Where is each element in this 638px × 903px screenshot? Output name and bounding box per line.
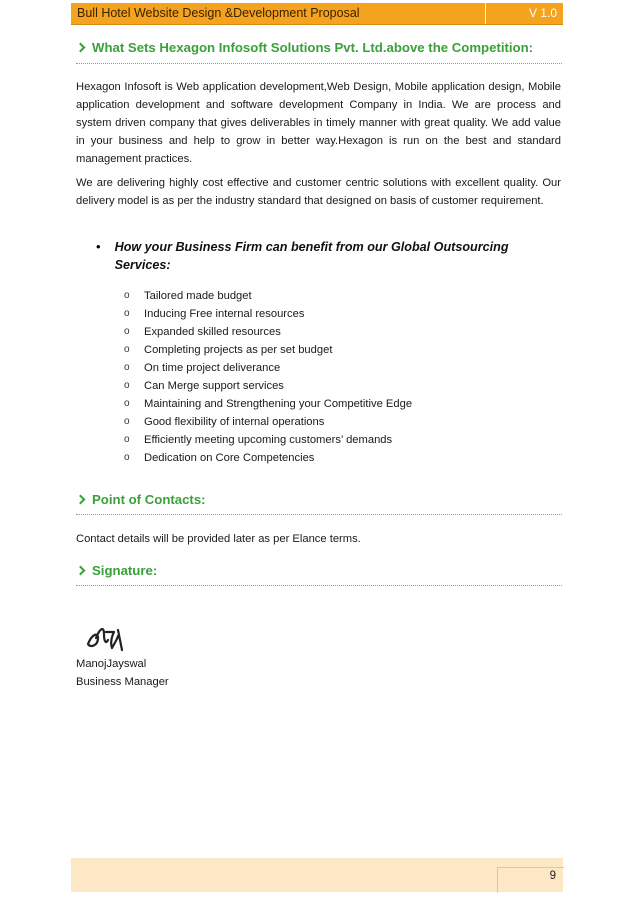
circle-bullet-icon: o (124, 290, 130, 301)
circle-bullet-icon: o (124, 326, 130, 337)
chevron-right-icon (76, 43, 86, 53)
list-item (124, 413, 412, 431)
list-item (124, 305, 412, 323)
list-item-text: Good flexibility of internal operations (144, 416, 325, 428)
list-item (124, 431, 412, 449)
document-title: Bull Hotel Website Design &Development Proposal (77, 6, 360, 20)
section-heading-signature (76, 563, 157, 578)
page-number: 9 (549, 870, 556, 882)
delivery-paragraph: We are delivering highly cost effective and customer centric solutions with excellent quality. Our delivery model is as per the industry standard that designed on basis of customer requirement. (76, 177, 561, 207)
list-item (124, 341, 412, 359)
list-item-text: Dedication on Core Competencies (144, 452, 315, 464)
section-divider (76, 63, 562, 64)
bullet-icon: • (96, 239, 101, 254)
list-item-text: Efficiently meeting upcoming customers’ demands (144, 434, 393, 446)
list-item (124, 449, 412, 467)
list-item-text: Completing projects as per set budget (144, 344, 333, 356)
list-item-text: Inducing Free internal resources (144, 308, 305, 320)
section-heading-text: Signature: (92, 563, 158, 578)
circle-bullet-icon: o (124, 380, 130, 391)
section-divider (76, 514, 562, 515)
intro-paragraph: Hexagon Infosoft is Web application development,Web Design, Mobile application design, Mobile application development and software development Company in India. We are process and system driven company that gives deliverables in timely manner with great quality. We add value in your business and help to grow in better way.Hexagon is run on the best and standard management practices. (76, 81, 561, 165)
list-item (124, 395, 412, 413)
list-item (124, 287, 412, 305)
list-item-text: Can Merge support services (144, 380, 284, 392)
circle-bullet-icon: o (124, 434, 130, 445)
section-heading-contacts (76, 492, 206, 507)
handwritten-signature (84, 622, 128, 656)
benefits-heading: How your Business Firm can benefit from our Global Outsourcing Services: (114, 240, 509, 272)
section-heading-text: What Sets Hexagon Infosoft Solutions Pvt. Ltd.above the Competition: (92, 40, 534, 55)
signatory-name: ManojJayswal (76, 658, 147, 670)
circle-bullet-icon: o (124, 452, 130, 463)
section-divider (76, 585, 562, 586)
circle-bullet-icon: o (124, 308, 130, 319)
list-item-text: Tailored made budget (144, 290, 252, 302)
benefits-list (124, 287, 412, 467)
list-item-text: Maintaining and Strengthening your Competitive Edge (144, 398, 413, 410)
circle-bullet-icon: o (124, 344, 130, 355)
chevron-right-icon (76, 495, 86, 505)
signatory-role: Business Manager (76, 676, 169, 688)
list-item-text: On time project deliverance (144, 362, 281, 374)
page-header (71, 3, 563, 25)
list-item (124, 323, 412, 341)
list-item (124, 359, 412, 377)
version-label: V 1.0 (528, 6, 557, 20)
circle-bullet-icon: o (124, 362, 130, 373)
benefits-bullet (96, 238, 536, 274)
chevron-right-icon (76, 566, 86, 576)
circle-bullet-icon: o (124, 416, 130, 427)
page-footer (71, 858, 563, 892)
section-heading-text: Point of Contacts: (92, 492, 206, 507)
list-item-text: Expanded skilled resources (144, 326, 281, 338)
section-heading-competition (76, 40, 533, 55)
contacts-text: Contact details will be provided later as per Elance terms. (76, 533, 361, 545)
list-item (124, 377, 412, 395)
circle-bullet-icon: o (124, 398, 130, 409)
